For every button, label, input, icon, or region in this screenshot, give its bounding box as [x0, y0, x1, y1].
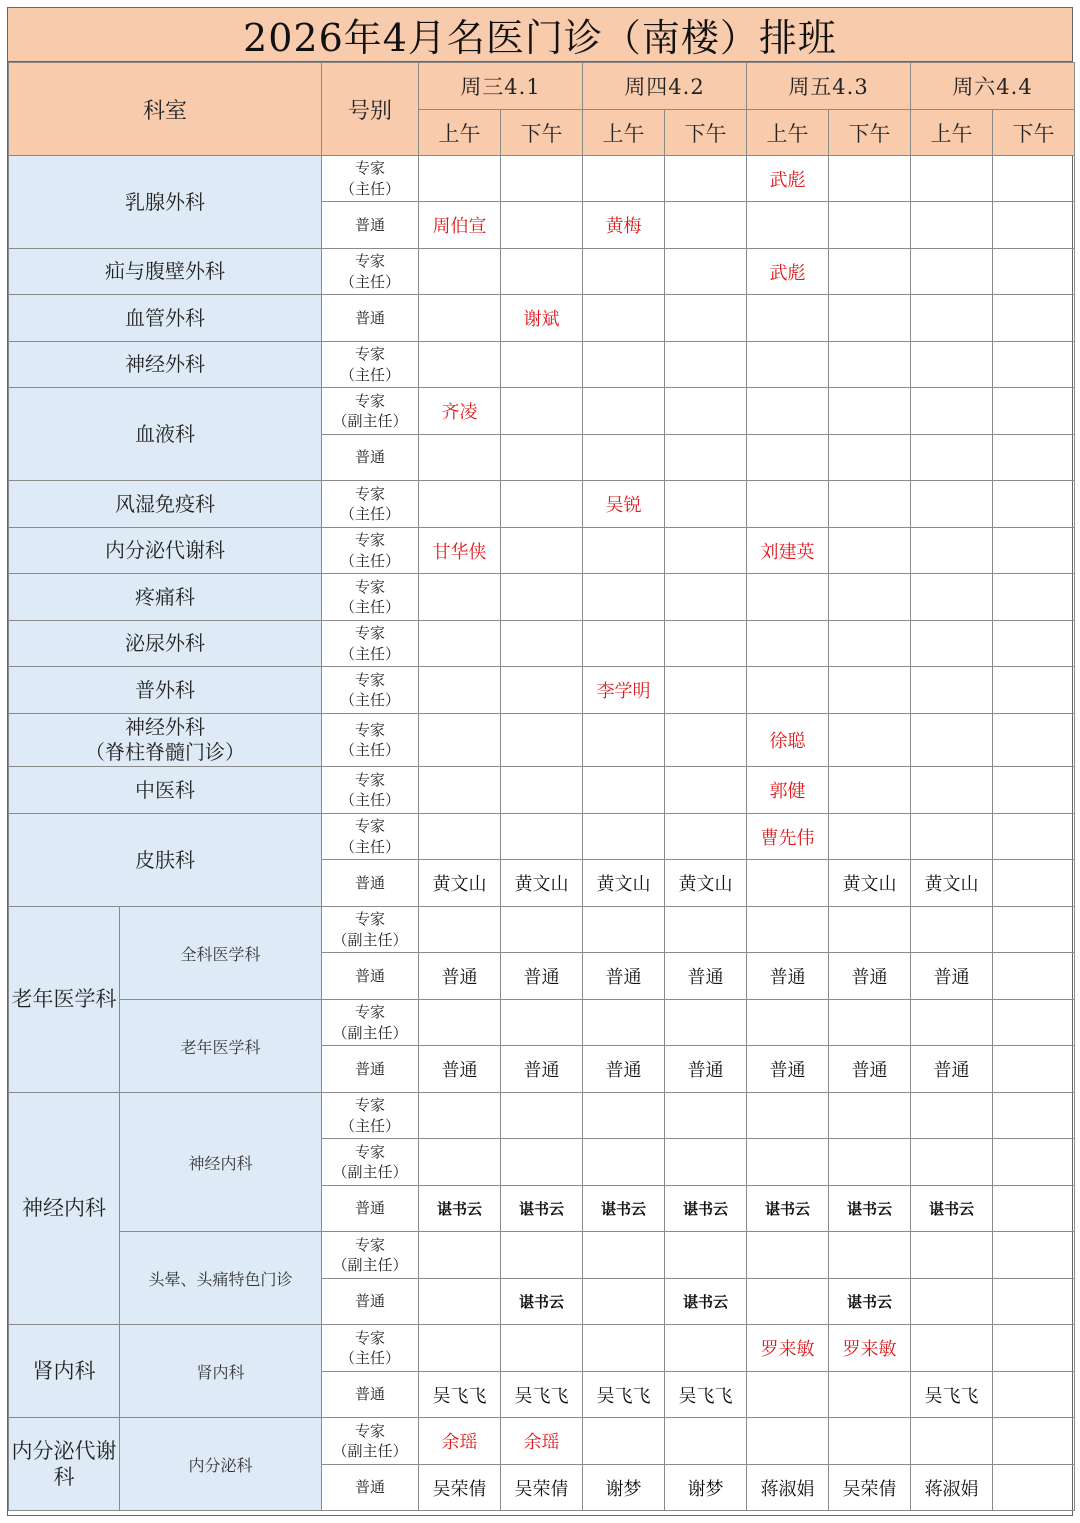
dept-cell: 皮肤科	[9, 814, 322, 907]
doctor-cell: 普通	[419, 1046, 501, 1093]
type-cell: 普通	[322, 953, 419, 1000]
doctor-cell: 普通	[665, 953, 747, 1000]
type-cell: 专家 （主任）	[322, 342, 419, 388]
doctor-cell: 黄文山	[829, 860, 911, 907]
dept-cell: 老年医学科	[9, 907, 120, 1093]
doctor-cell: 郭健	[747, 767, 829, 814]
type-cell: 专家 （主任）	[322, 249, 419, 295]
header-am: 上午	[419, 110, 501, 156]
type-cell: 专家 （副主任）	[322, 1418, 419, 1465]
doctor-cell: 罗来敏	[829, 1325, 911, 1372]
type-cell: 专家 （副主任）	[322, 1139, 419, 1186]
dept-cell: 肾内科	[9, 1325, 120, 1418]
doctor-cell: 余瑶	[419, 1418, 501, 1465]
header-dept: 科室	[9, 63, 322, 156]
type-cell: 专家 （主任）	[322, 481, 419, 528]
doctor-cell: 普通	[829, 1046, 911, 1093]
doctor-cell: 武彪	[747, 156, 829, 202]
doctor-cell: 周伯宣	[419, 202, 501, 249]
header-am: 上午	[747, 110, 829, 156]
doctor-cell: 谌书云	[501, 1186, 583, 1232]
dept-cell: 风湿免疫科	[9, 481, 322, 528]
type-cell: 专家 （主任）	[322, 1093, 419, 1139]
type-cell: 普通	[322, 1372, 419, 1418]
doctor-cell: 黄文山	[665, 860, 747, 907]
doctor-cell: 吴荣倩	[829, 1465, 911, 1511]
doctor-cell: 普通	[583, 1046, 665, 1093]
doctor-cell: 李学明	[583, 667, 665, 714]
dept-cell: 普外科	[9, 667, 322, 714]
header-day-thu: 周四4.2	[583, 63, 747, 110]
doctor-cell: 谢梦	[583, 1465, 665, 1511]
doctor-cell: 谌书云	[419, 1186, 501, 1232]
doctor-cell: 吴荣倩	[419, 1465, 501, 1511]
dept-cell: 乳腺外科	[9, 156, 322, 249]
doctor-cell: 吴飞飞	[419, 1372, 501, 1418]
doctor-cell: 普通	[747, 953, 829, 1000]
doctor-cell: 谌书云	[583, 1186, 665, 1232]
doctor-cell: 曹先伟	[747, 814, 829, 860]
type-cell: 普通	[322, 435, 419, 481]
subdept-cell: 全科医学科	[120, 907, 322, 1000]
doctor-cell: 吴飞飞	[665, 1372, 747, 1418]
doctor-cell: 普通	[501, 953, 583, 1000]
doctor-cell: 武彪	[747, 249, 829, 295]
subdept-cell: 肾内科	[120, 1325, 322, 1418]
doctor-cell: 罗来敏	[747, 1325, 829, 1372]
type-cell: 普通	[322, 1186, 419, 1232]
dept-cell: 血管外科	[9, 295, 322, 342]
header-pm: 下午	[829, 110, 911, 156]
doctor-cell: 谢梦	[665, 1465, 747, 1511]
doctor-cell: 甘华侠	[419, 528, 501, 574]
subdept-cell: 老年医学科	[120, 1000, 322, 1093]
doctor-cell: 普通	[911, 953, 993, 1000]
doctor-cell: 吴飞飞	[911, 1372, 993, 1418]
type-cell: 专家 （主任）	[322, 667, 419, 714]
doctor-cell: 谌书云	[747, 1186, 829, 1232]
doctor-cell: 谌书云	[501, 1279, 583, 1325]
type-cell: 普通	[322, 860, 419, 907]
dept-cell: 泌尿外科	[9, 621, 322, 667]
dept-cell: 中医科	[9, 767, 322, 814]
header-am: 上午	[583, 110, 665, 156]
doctor-cell: 蒋淑娟	[911, 1465, 993, 1511]
doctor-cell: 普通	[583, 953, 665, 1000]
type-cell: 普通	[322, 202, 419, 249]
doctor-cell: 普通	[829, 953, 911, 1000]
type-cell: 专家 （主任）	[322, 574, 419, 621]
header-pm: 下午	[993, 110, 1075, 156]
doctor-cell: 谌书云	[911, 1186, 993, 1232]
doctor-cell: 刘建英	[747, 528, 829, 574]
doctor-cell: 普通	[911, 1046, 993, 1093]
dept-cell: 疝与腹壁外科	[9, 249, 322, 295]
type-cell: 专家 （主任）	[322, 156, 419, 202]
doctor-cell: 普通	[501, 1046, 583, 1093]
doctor-cell: 普通	[665, 1046, 747, 1093]
doctor-cell: 黄文山	[583, 860, 665, 907]
doctor-cell: 谢斌	[501, 295, 583, 342]
dept-cell: 疼痛科	[9, 574, 322, 621]
doctor-cell: 谌书云	[665, 1186, 747, 1232]
type-cell: 专家 （副主任）	[322, 907, 419, 953]
doctor-cell: 普通	[747, 1046, 829, 1093]
type-cell: 普通	[322, 1465, 419, 1511]
doctor-cell: 黄文山	[501, 860, 583, 907]
type-cell: 普通	[322, 1046, 419, 1093]
header-pm: 下午	[665, 110, 747, 156]
doctor-cell: 齐凌	[419, 388, 501, 435]
doctor-cell: 黄梅	[583, 202, 665, 249]
doctor-cell: 蒋淑娟	[747, 1465, 829, 1511]
schedule-sheet	[7, 7, 1073, 1516]
type-cell: 普通	[322, 295, 419, 342]
header-type: 号别	[322, 63, 419, 156]
doctor-cell: 谌书云	[829, 1279, 911, 1325]
doctor-cell: 吴飞飞	[583, 1372, 665, 1418]
type-cell: 专家 （主任）	[322, 767, 419, 814]
schedule-table	[8, 62, 1075, 1511]
dept-cell: 内分泌代谢科	[9, 1418, 120, 1511]
subdept-cell: 内分泌科	[120, 1418, 322, 1511]
header-am: 上午	[911, 110, 993, 156]
type-cell: 专家 （主任）	[322, 528, 419, 574]
header-day-sat: 周六4.4	[911, 63, 1075, 110]
doctor-cell: 黄文山	[419, 860, 501, 907]
type-cell: 专家 （主任）	[322, 1325, 419, 1372]
type-cell: 专家 （主任）	[322, 714, 419, 767]
subdept-cell: 头晕、头痛特色门诊	[120, 1232, 322, 1325]
doctor-cell: 吴荣倩	[501, 1465, 583, 1511]
dept-cell: 内分泌代谢科	[9, 528, 322, 574]
type-cell: 普通	[322, 1279, 419, 1325]
page-title: 2026年4月名医门诊（南楼）排班	[8, 8, 1072, 62]
type-cell: 专家 （主任）	[322, 621, 419, 667]
subdept-cell: 神经内科	[120, 1093, 322, 1232]
dept-cell: 血液科	[9, 388, 322, 481]
dept-cell: 神经外科 （脊柱脊髓门诊）	[9, 714, 322, 767]
type-cell: 专家 （主任）	[322, 814, 419, 860]
type-cell: 专家 （副主任）	[322, 1232, 419, 1279]
doctor-cell: 徐聪	[747, 714, 829, 767]
doctor-cell: 吴飞飞	[501, 1372, 583, 1418]
header-pm: 下午	[501, 110, 583, 156]
dept-cell: 神经内科	[9, 1093, 120, 1325]
doctor-cell: 普通	[419, 953, 501, 1000]
doctor-cell: 吴锐	[583, 481, 665, 528]
doctor-cell: 余瑶	[501, 1418, 583, 1465]
header-day-fri: 周五4.3	[747, 63, 911, 110]
header-day-wed: 周三4.1	[419, 63, 583, 110]
type-cell: 专家 （副主任）	[322, 1000, 419, 1046]
doctor-cell: 谌书云	[829, 1186, 911, 1232]
dept-cell: 神经外科	[9, 342, 322, 388]
doctor-cell: 黄文山	[911, 860, 993, 907]
type-cell: 专家 （副主任）	[322, 388, 419, 435]
doctor-cell: 谌书云	[665, 1279, 747, 1325]
